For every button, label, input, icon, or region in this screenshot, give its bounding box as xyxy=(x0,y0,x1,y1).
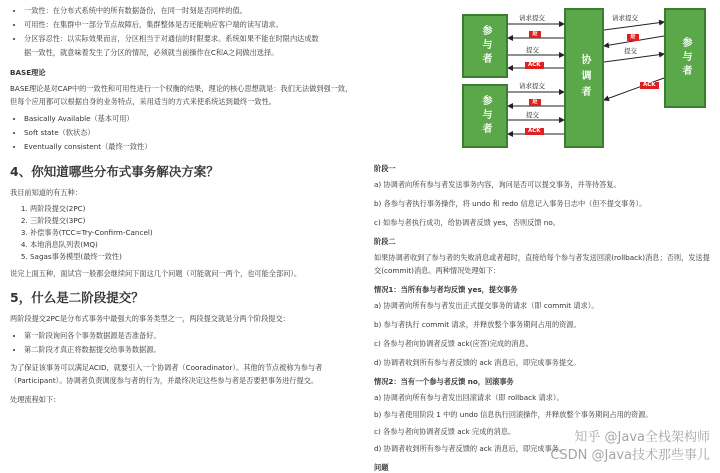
list-item: • 一致性：在分布式系统中的所有数据备份，在同一时刻是否同样的值。 xyxy=(24,4,356,18)
case1-item: b) 参与者执行 commit 请求，并释放整个事务期间占用的资源。 xyxy=(374,320,581,329)
commit-label: 提交 xyxy=(526,111,539,119)
coordinator-box xyxy=(564,8,604,148)
q5-intro: 两阶段提交2PC是分布式事务中最强大的事务类型之一，两段提交就是分两个阶段提交： xyxy=(10,314,290,323)
list-item: • 第一阶段询问各个事务数据源是否准备好。 xyxy=(24,329,356,343)
list-item: • Eventually consistent（最终一致性） xyxy=(24,140,356,154)
section-title-q5: 5，什么是二阶段提交？ xyxy=(10,290,144,305)
list-item: • 第二阶段才真正将数据提交给事务数据源。 xyxy=(24,343,356,357)
participant-label: 参与者 xyxy=(680,37,691,79)
list-item: • 可用性：在集群中一部分节点故障后，集群整体是否还能响应客户端的读写请求。 xyxy=(24,18,356,32)
coordinator-label: 协调者 xyxy=(579,54,590,102)
list-item: 3. 补偿事务(TCC=Try-Confirm-Cancel) xyxy=(30,227,356,239)
cap-list xyxy=(10,4,356,60)
section-title-q4: 4、你知道哪些分布式事务解决方案？ xyxy=(10,164,219,179)
base-paragraph: BASE理论是对CAP中的一致性和可用性进行一个权衡的结果，理论的核心思想就是：我们无法做到强一致，但每个应用都可以根据自身的业务特点，采用适当的方式来使系统达到最终一致性。 xyxy=(10,84,353,106)
case2-item: d) 协调者收到所有参与者反馈的 ack 消息后，即完成事务。 xyxy=(374,444,567,453)
list-item: 据一致性，就意味着发生了分区的情况，必须就当前操作在C和A之间做出选择。 xyxy=(24,48,279,57)
q4-outro: 说完上面五种，面试官一般都会继续问下面这几个问题（可能就问一两个，也可能全部问）。 xyxy=(10,269,302,278)
q5-paragraph: 为了保证该事务可以满足ACID，就要引入一个协调者（Cooradinator）。其他的节点被称为参与者（Participant）。协调者负责调度参与者的行为，并最终决定这些参与者是否要把事务进行提交。 xyxy=(10,363,323,385)
list-item: 2. 三阶段提交(3PC) xyxy=(30,215,356,227)
q5-flow: 处理流程如下： xyxy=(10,395,61,404)
ack-tag: ACK xyxy=(525,128,544,135)
yes-tag: 是 xyxy=(529,31,541,38)
ack-tag: ACK xyxy=(525,62,544,69)
participant-box-top xyxy=(462,14,508,78)
participant-box-bottom xyxy=(462,84,508,148)
case2-title: 情况2：当有一个参与者反馈 no，回滚事务 xyxy=(374,377,514,386)
yes-tag: 是 xyxy=(627,34,639,41)
list-item: • 分区容忍性：以实际效果而言，分区相当于对通信的时限要求。系统如果不能在时限内达成数 xyxy=(24,32,356,46)
commit-label: 提交 xyxy=(526,46,539,54)
issue-title: 问题 xyxy=(374,463,389,472)
watermark-zhihu: 知乎 @Java全栈架构师 xyxy=(574,430,710,445)
phase1-item: a) 协调者向所有参与者发送事务内容，询问是否可以提交事务，并等待答复。 xyxy=(374,180,621,189)
request-commit-label: 请求提交 xyxy=(519,82,545,90)
watermark-csdn: CSDN @Java技术那些事儿 xyxy=(550,448,710,463)
phase1-title: 阶段一 xyxy=(374,164,396,173)
case1-title: 情况1：当所有参与者均反馈 yes，提交事务 xyxy=(374,285,518,294)
base-title: BASE理论 xyxy=(10,68,46,77)
phase1-item: b) 各参与者执行事务操作，将 undo 和 redo 信息记入事务日志中（但不提交事务）。 xyxy=(374,199,647,208)
request-commit-label: 请求提交 xyxy=(519,14,545,22)
q4-list xyxy=(10,203,356,263)
commit-label: 提交 xyxy=(624,47,637,55)
yes-tag: 是 xyxy=(529,99,541,106)
list-item: • Basically Available（基本可用） xyxy=(24,112,356,126)
case1-item: d) 协调者收到所有参与者反馈的 ack 消息后，即完成事务提交。 xyxy=(374,358,581,367)
base-list xyxy=(10,112,356,154)
case1-item: c) 各参与者向协调者反馈 ack(应答)完成的消息。 xyxy=(374,339,533,348)
list-item: 5. Sagas事务模型(最终一致性) xyxy=(30,251,356,263)
participant-label: 参与者 xyxy=(480,25,491,67)
case2-item: b) 参与者使用阶段 1 中的 undo 信息执行回滚操作，并释放整个事务期间占用的资源。 xyxy=(374,410,653,419)
participant-label: 参与者 xyxy=(480,95,491,137)
right-column xyxy=(362,0,720,473)
participant-box-right xyxy=(664,8,706,108)
phase2-title: 阶段二 xyxy=(374,237,396,246)
diagram-arrows xyxy=(374,0,714,156)
ack-tag: ACK xyxy=(640,82,659,89)
two-phase-commit-diagram xyxy=(374,0,714,156)
phase1-item: c) 如参与者执行成功，给协调者反馈 yes，否则反馈 no。 xyxy=(374,218,560,227)
list-item: 4. 本地消息队列表(MQ) xyxy=(30,239,356,251)
list-item: 1. 两阶段提交(2PC) xyxy=(30,203,356,215)
watermark xyxy=(550,429,710,465)
case1-item: a) 协调者向所有参与者发出正式提交事务的请求（即 commit 请求）。 xyxy=(374,301,599,310)
case2-item: a) 协调者向所有参与者发出回滚请求（即 rollback 请求）。 xyxy=(374,393,564,402)
q4-intro: 我目前知道的有五种： xyxy=(10,188,82,197)
request-commit-label: 请求提交 xyxy=(612,14,638,22)
phase2-intro: 如果协调者收到了参与者的失败消息或者超时，直接给每个参与者发送回滚(rollback)消息；否则，发送提交(commit)消息。两种情况处理如下： xyxy=(374,253,710,275)
list-item: • Soft state（软状态） xyxy=(24,126,356,140)
case2-item: c) 各参与者向协调者反馈 ack 完成的消息。 xyxy=(374,427,516,436)
q5-list xyxy=(10,329,356,357)
